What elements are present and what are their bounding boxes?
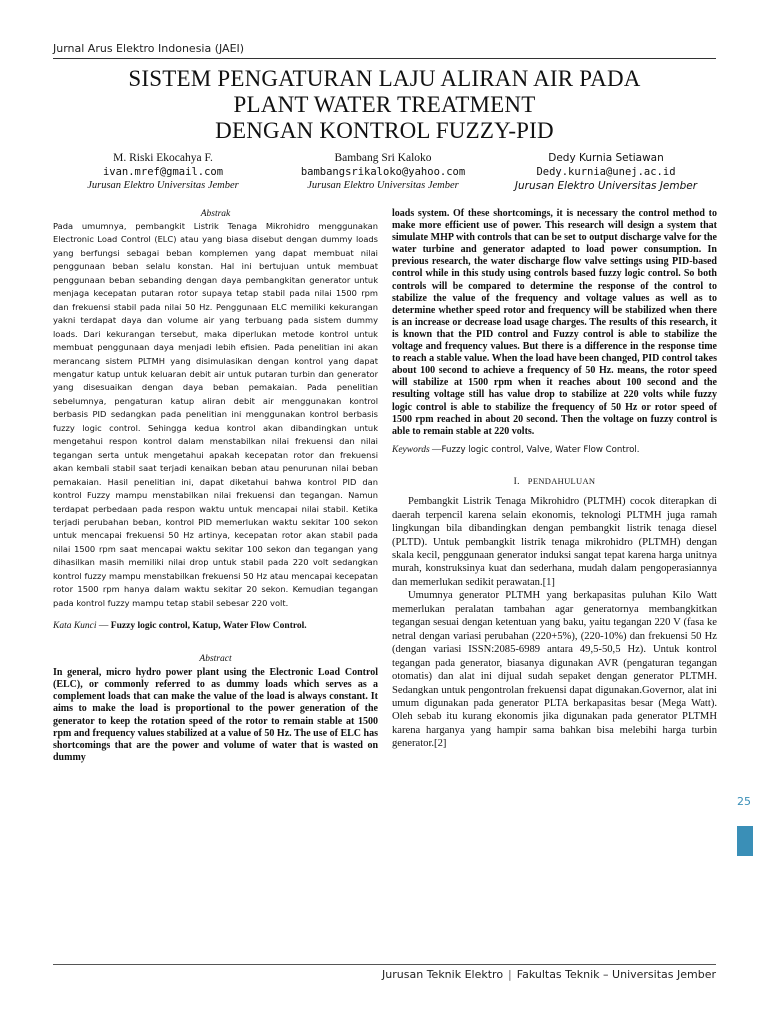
journal-header: Jurnal Arus Elektro Indonesia (JAEI) xyxy=(53,42,245,55)
kata-kunci xyxy=(53,620,378,633)
section-title: PENDAHULUAN xyxy=(527,475,596,486)
author-email: Dedy.kurnia@unej.ac.id xyxy=(536,166,676,178)
author-affiliation: Jurusan Elektro Universitas Jember xyxy=(87,180,239,191)
footer-separator: | xyxy=(508,968,512,981)
author-affiliation: Jurusan Elektro Universitas Jember xyxy=(514,180,698,192)
intro-paragraph-2: Umumnya generator PLTMH yang berkapasitas puluhan Kilo Watt memerlukan peralatan tambahan agar generatornya membangkitkan tegangan sesuai dengan ketentuan yang baku, yaitu tegangan 220 V (fasa ke netral dengan variasi perubahan (220+5%), (220-10%) dan frekuensi 50 Hz (dengan variasi ISSN:2085-6989 antara 49,5-50,5 Hz). Untuk kontrol tegangan pada generator, biasanya digunakan AVR (pengaturan tegangan otomatis) dan alat ini dijual sudah sepaket dengan generator PLTMH. Sedangkan untuk pengontrolan frekuensi dapat digunakan.Governor, alat ini umum digunakan pada generator PLTA berkapasitas besar (Mega Watt). Oleh sebab itu kurang ekonomis jika digunakan pada generator PLTMH karena harganya yang hampir sama bahkan bisa melebihi harga turbin generator.[2] xyxy=(392,590,717,750)
author-3 xyxy=(496,151,716,193)
keywords-text: Fuzzy logic control, Valve, Water Flow Control. xyxy=(441,444,640,455)
section-number: I. xyxy=(513,476,520,487)
author-2 xyxy=(273,151,493,193)
title-line-2: PLANT WATER TREATMENT xyxy=(233,92,536,117)
author-name: Bambang Sri Kaloko xyxy=(334,152,432,164)
kata-kunci-text: Fuzzy logic control, Katup, Water Flow Control. xyxy=(110,621,307,632)
author-name: M. Riski Ekocahya F. xyxy=(113,152,213,164)
footer xyxy=(382,968,716,981)
author-email: ivan.mref@gmail.com xyxy=(102,166,224,178)
page-number: 25 xyxy=(737,795,751,808)
author-email: bambangsrikaloko@yahoo.com xyxy=(300,166,466,178)
section-heading xyxy=(392,475,717,489)
abstract-heading: Abstract xyxy=(199,654,232,665)
abstrak-text: Pada umumnya, pembangkit Listrik Tenaga Mikrohidro menggunakan Electronic Load Control (ELC) atau yang biasa disebut dengan dummy loads yang berfungsi sebagai beban komplemen yang dapat membuat nilai penggunaan beban selalu konstan. Hal ini bertujuan untuk membuat penggunaan beban sebanding dengan daya pembangkitan generator untuk menjaga kecepatan putaran rotor supaya tetap stabil pada nilai 1500 rpm dan frekuensi stabil pada nilai 50 Hz. Penggunaan ELC memiliki kekurangan yakni terdapat daya dan volume air yang terbuang pada sistem dummy loads. Dari kekurangan tersebut, maka diperlukan metode kontrol untuk membuat penggunaan daya menjadi lebih efisien. Pada penelitian ini akan merancang sistem PLTMH yang disimulasikan dengan kontrol yang dapat mengatur katup untuk keluaran debit air untuk putaran turbin dan generator yang disesuaikan dengan daya beban pemakaian. Pada penelitian sebelumnya, pengaturan katup aliran debit air menggunakan kontrol berbasis PID sedangkan pada penelitian ini menggunakan kontrol berbasis fuzzy logic control. Sehingga kedua kontrol akan dibandingkan untuk mengetahui respon kontrol dalam menstabilkan nilai frekuensi dan nilai tegangan serta untuk mengetahui apakah kecepatan rotor dan frekuensi akan kembali stabil saat terjadi kenaikan beban atau penurunan nilai beban pemakaian. Hasil penelitian ini, dapat diketahui bahwa kontrol PID dan kontrol Fuzzy mampu menstabilkan nilai frekuensi dan tegangan. Namun terdapat perbedaan pada respon waktu untuk mencapai nilai stabil. Ketika terjadi perubahan beban, kontrol PID memerlukan waktu sekitar 100 sekon untuk mencapai frekuensi 50 Hz artinya, kecepatan rotor akan stabil pada nilai 1500 rpm saat mencapai waktu sekitar 100 sekon dan tegangan yang dihasilkan masih memiliki nilai drop untuk stabil pada 220 volt sedangkan kontrol fuzzy mampu menstabilkan frekuensi 50 Hz atau mencapai kecepatan rotor 1500 rpm hanya dalam waktu sekitar 20 sekon. Kemudian tegangan pada kontrol fuzzy mampu tetap stabil sebesar 220 volt. xyxy=(53,221,378,608)
title-line-3: DENGAN KONTROL FUZZY-PID xyxy=(215,118,554,143)
abstract-text-right: loads system. Of these shortcomings, it is necessary the control method to make more efficient use of power. This research will design a system that simulate MHP with controls that can be set to output discharge valve for the water turbine and generator adapted to load power consumption. In previous research, the water discharge flow valve settings using PID-based control while in this study using controls based fuzzy logic control. So both controls will be compared to determine the response of the control to stabilize the value of the frequency and voltage values as well as to determine whether speed rotor and frequency will be stabilized when there is an increase or decrease load usage charges. The results of this research, it is known that the PID control and Fuzzy control is able to stabilize the voltage and frequency values. But there is a difference in the response time to reach a stable value. When the load have been changed, PID control takes about 100 second to achieve a frequency of 50 Hz. means, the rotor speed will stabilize at 1500 rpm when it reaches about 100 second and the resulting voltage still has value drop to stabilize at 220 volts while fuzzy logic control is able to stabilize the frequency of 50 Hz or rotor speed of 1500 rpm reached in about 20 second. Then the voltage on fuzzy control is able to remain stable at 220 volts. xyxy=(392,208,717,437)
page-tab-marker xyxy=(737,826,753,856)
header-rule xyxy=(53,58,716,59)
keywords xyxy=(392,444,717,457)
abstract-text-left: In general, micro hydro power plant using the Electronic Load Control (ELC), or commonly referred to as dummy loads which serves as a complement loads that can make the value of the load is always constant. It aims to make the load is proportional to the power generation of the generator to keep the rotation speed of the rotor to remain stable at 1500 rpm and frequency values stabilized at a value of 50 Hz. The use of ELC has shortcomings that are the power and volume of water that is wasted on dummy xyxy=(53,667,378,763)
footer-department: Jurusan Teknik Elektro xyxy=(382,968,504,981)
keywords-dash: — xyxy=(429,444,442,455)
title-line-1: SISTEM PENGATURAN LAJU ALIRAN AIR PADA xyxy=(128,66,641,91)
author-name: Dedy Kurnia Setiawan xyxy=(548,152,664,164)
kata-kunci-dash: — xyxy=(96,621,111,632)
abstrak-heading: Abstrak xyxy=(200,209,231,219)
keywords-label: Keywords xyxy=(392,444,430,455)
paper-title xyxy=(53,66,716,144)
footer-faculty: Fakultas Teknik – Universitas Jember xyxy=(516,968,716,981)
footer-rule xyxy=(53,964,716,965)
author-affiliation: Jurusan Elektro Universitas Jember xyxy=(307,180,459,191)
author-1 xyxy=(53,151,273,193)
kata-kunci-label: Kata Kunci xyxy=(53,621,97,632)
right-column xyxy=(392,208,717,751)
intro-paragraph-1: Pembangkit Listrik Tenaga Mikrohidro (PLTMH) cocok diterapkan di daerah terpencil karena selain ekonomis, teknologi PLTMH juga ramah lingkungan bila dibandingkan dengan pembangkit listrik tenaga diesel (PLTD). Untuk pembangkit listrik tenaga mikrohidro (PLTMH) dengan skala kecil, penggunaan generator induksi sangat tepat karena harga unitnya murah, konstruksinya kuat dan sederhana, mudah dalam pengoperasiannya dan memerlukan sedikit perawatan.[1] xyxy=(392,496,717,588)
left-column xyxy=(53,208,378,764)
